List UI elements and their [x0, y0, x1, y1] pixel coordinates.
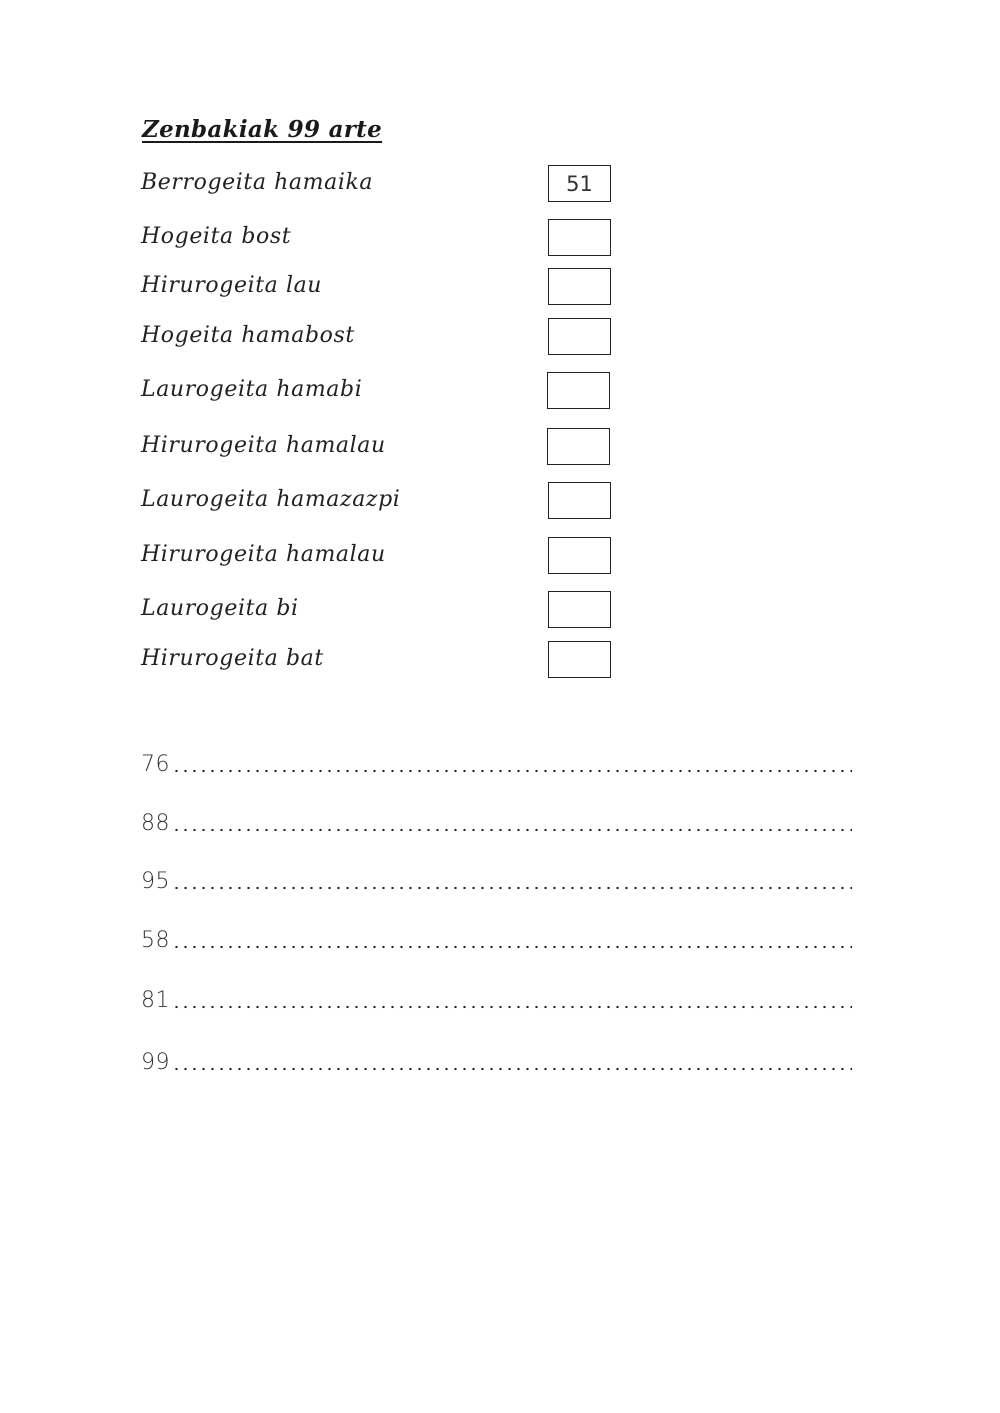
- word-row: [141, 537, 621, 577]
- number-label: 81: [141, 988, 170, 1013]
- answer-box[interactable]: [548, 482, 611, 519]
- word-label: Hirurogeita hamalau: [141, 433, 386, 458]
- word-row: [141, 318, 621, 358]
- answer-box[interactable]: [548, 219, 611, 256]
- number-row: [141, 920, 861, 954]
- answer-box[interactable]: [548, 641, 611, 678]
- word-label: Berrogeita hamaika: [141, 170, 374, 195]
- word-label: Laurogeita hamabi: [141, 377, 363, 402]
- dotted-answer-line[interactable]: [172, 886, 852, 890]
- answer-box[interactable]: [548, 268, 611, 305]
- word-row: [141, 219, 621, 259]
- number-row: [141, 861, 861, 895]
- dotted-answer-line[interactable]: [172, 1067, 852, 1071]
- answer-box[interactable]: [548, 591, 611, 628]
- number-row: [141, 744, 861, 778]
- number-row: [141, 803, 861, 837]
- number-label: 99: [141, 1050, 170, 1075]
- word-row: [141, 165, 621, 205]
- number-label: 58: [141, 928, 170, 953]
- answer-box[interactable]: [547, 428, 610, 465]
- number-label: 95: [141, 869, 170, 894]
- word-row: [141, 428, 621, 468]
- dotted-answer-line[interactable]: [172, 1005, 852, 1009]
- dotted-answer-line[interactable]: [172, 945, 852, 949]
- word-label: Hogeita bost: [141, 224, 292, 249]
- word-row: [141, 591, 621, 631]
- answer-box[interactable]: [547, 372, 610, 409]
- word-row: [141, 372, 621, 412]
- word-label: Laurogeita hamazazpi: [141, 487, 401, 512]
- page-title: Zenbakiak 99 arte: [142, 116, 383, 143]
- dotted-answer-line[interactable]: [172, 828, 852, 832]
- word-label: Hogeita hamabost: [141, 323, 355, 348]
- answer-box[interactable]: 51: [548, 165, 611, 202]
- number-label: 76: [141, 752, 170, 777]
- number-row: [141, 1042, 861, 1076]
- word-row: [141, 268, 621, 308]
- dotted-answer-line[interactable]: [172, 769, 852, 773]
- word-label: Hirurogeita bat: [141, 646, 324, 671]
- number-label: 88: [141, 811, 170, 836]
- word-label: Hirurogeita lau: [141, 273, 323, 298]
- answer-box[interactable]: [548, 318, 611, 355]
- word-row: [141, 482, 621, 522]
- word-row: [141, 641, 621, 681]
- answer-box[interactable]: [548, 537, 611, 574]
- word-label: Laurogeita bi: [141, 596, 299, 621]
- word-label: Hirurogeita hamalau: [141, 542, 386, 567]
- number-row: [141, 980, 861, 1014]
